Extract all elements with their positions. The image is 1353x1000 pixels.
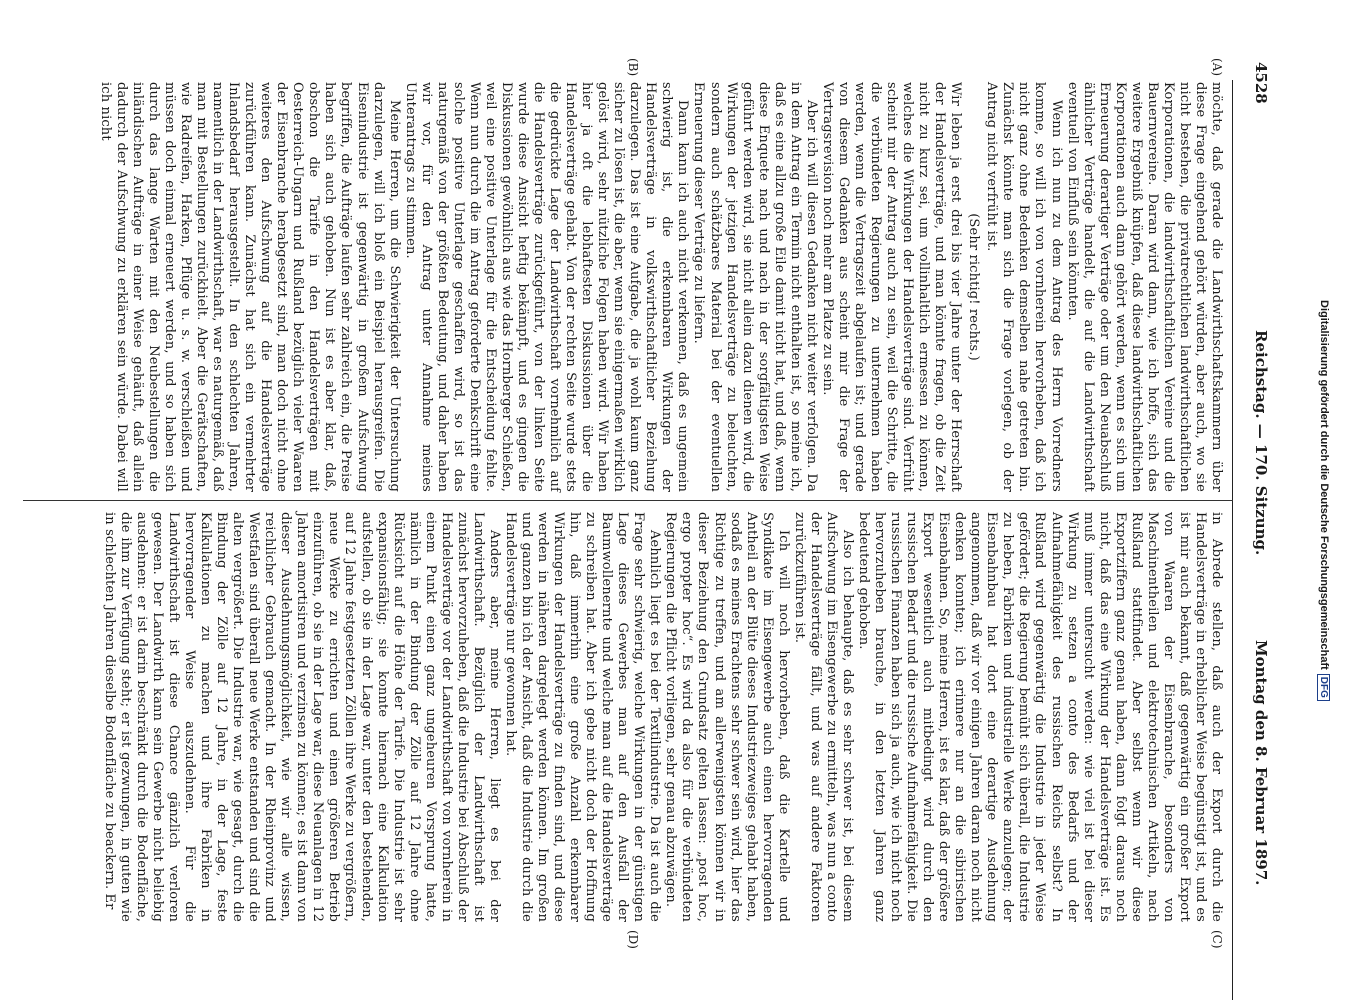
- margin-marker-b: (B): [626, 58, 640, 77]
- paragraph: Ich will noch hervorheben, daß die Kartelle und Syndikate im Eisengewerbe auch einen hervorragenden Antheil an der Blüte dieses Industriezweiges gehabt haben, sodaß es meines Erachtens sehr schwer sein wird, hier das Richtige zu treffen, und am allerwenigsten können wir in dieser Beziehung den Grundsatz gelten lassen: „post hoc, ergo propter hoc“. Es wird da also für die verbündeten Regierungen die Pflicht vorliegen, sehr genau abzuwägen.: [663, 512, 791, 922]
- paragraph: Anders aber, meine Herren, liegt es bei der Landwirthschaft. Bezüglich der Landwirthschaft ist zunächst hervorzuheben, daß die Industrie bei Abschluß der Handelsverträge vor der Landwirthschaft von vornherein in einem Punkt einen ganz ungeheuren Vorsprung hatte, nämlich in der Bindung der Zölle auf 12 Jahre ohne Rücksicht auf die Höhe der Tarife. Die Industrie ist sehr expansionsfähig; sie konnte hiernach eine Kalkulation aufstellen, ob sie in der Lage war, unter den bestehenden, auf 12 Jahre festgesetzten Zöllen ihre Werke zu vergrößern, neue Werke zu errichten und einen größeren Betrieb einzuführen, ob sie in der Lage war, diese Neuanlagen in 12 Jahren amortisiren und verzinsen zu können; es ist dann von dieser Ausdehnungsmöglichkeit, wie wir alle wissen, reichlicher Gebrauch gemacht. In der Rheinprovinz und Westfalen sind überall neue Werke entstanden und sind die alten vergrößert. Die Industrie war, wie gesagt, durch die Bindung der Zölle auf 12 Jahre, in der Lage, feste Kalkulationen zu machen und ihre Fabriken in hervorragender Weise auszudehnen. Für die Landwirthschaft ist diese Chance gänzlich verloren gewesen. Der Landwirth kann sein Gewerbe nicht beliebig ausdehnen: er ist darin beschränkt durch die Bodenfläche, die ihm zur Verfügung steht; er ist gezwungen, in guten wie in schlechten Jahren dieselbe Bodenfläche zu beackern. Er: [101, 512, 502, 922]
- paragraph: Aber ich will diesen Gedanken nicht weiter verfolgen. Da in dem Antrag ein Termin nicht enthalten ist, so meine ich, daß es eine allzu große Eile damit nicht hat, und daß, wenn diese Enquete nach und nach in der sorgfältigsten Weise geführt werden wird, sie nicht allein dazu dienen wird, die Wirkungen der jetzigen Handelsverträge zu beleuchten, sondern auch schätzbares Material bei der eventuellen Erneuerung dieser Verträge zu liefern.: [691, 82, 819, 492]
- margin-marker-a: (A): [1210, 58, 1224, 77]
- margin-marker-c: (C): [1210, 930, 1224, 949]
- paragraph: Dann kann ich auch nicht verkennen, daß es ungemein schwierig ist, die erkennbaren Wirkungen der Handelsverträge in volkswirthschaftlicher Beziehung darzulegen. Das ist eine Aufgabe, die ja wohl kaum ganz sicher zu lösen ist, die aber, wenn sie einigermaßen wirklich gelöst wird, sehr nützliche Folgen haben wird. Wir haben hier ja oft die lebhaftesten Diskussionen über die Handelsverträge gehabt. Von der rechten Seite wurde stets die gedrückte Lage der Landwirthschaft vornehmlich auf die Handelsverträge zurückgeführt, von der linken Seite wurde diese Ansicht heftig bekämpft, und es gingen die Diskussionen gewöhnlich aus wie das Hornberger Schießen, weil eine positive Unterlage für die Entscheidung fehlte. Wenn nun durch die im Antrag geforderte Denkschrift eine solche positive Unterlage geschaffen wird, so ist das naturgemäß von der größten Bedeutung, und daher haben wir vor, für den Antrag unter Annahme meines Unterantrags zu stimmen.: [402, 82, 691, 492]
- page-number: 4528: [1252, 62, 1270, 104]
- paragraph: Aehnlich liegt es bei der Textilindustrie. Da ist auch die Frage sehr schwierig, welche Wirkungen in der günstigen Lage dieses Gewerbes man auf den Ausfall der Baumwollenernte und welche man auf die Handelsverträge zu schreiben hat. Aber ich gebe nicht doch der Hoffnung hin, daß immerhin eine große Anzahl erkennbarer Wirkungen der Handelsverträge zu finden sind, und diese werden in näheren dargelegt werden können. Im großen und ganzen bin ich der Ansicht, daß die Industrie durch die Handelsverträge nur gewonnen hat.: [502, 512, 663, 922]
- session-date: Montag den 8. Februar 1897.: [1252, 640, 1270, 886]
- paragraph: in Abrede stellen, daß auch der Export durch die Handelsverträge in erheblicher Weise begünstigt ist, und es ist mir auch bekannt, daß gegenwärtig ein großer Export von Waaren der Eisenbranche, besonders von Maschinentheilen und elektrotechnischen Artikeln, nach Rußland stattfindet. Aber selbst wenn wir diese Exportziffern ganz genau haben, dann folgt daraus noch nicht, daß das eine Wirkung der Handelsverträge ist. Es muß immer untersucht werden: wie viel ist bei dieser Wirkung zu setzen a conto des Bedarfs und der Aufnahmefähigkeit des russischen Reichs selbst? In Rußland wird gegenwärtig die Industrie in jeder Weise gefördert; die Regierung bemüht sich überall, die Industrie zu heben, Fabriken und industrielle Werke anzulegen; der Eisenbahnbau hat dort eine derartige Ausdehnung angenommen, daß wir vor einigen Jahren daran noch nicht denken konnten; ich erinnere nur an die sibirischen Eisenbahnen. So, meine Herren, ist es klar, daß der größere Export wesentlich auch mitbedingt wird durch den russischen Bedarf und die russische Aufnahmefähigkeit. Die russischen Finanzen haben sich ja auch, wie ich nicht noch hervorzuheben brauche, in den letzten Jahren ganz bedeutend gehoben.: [855, 512, 1224, 922]
- paragraph: möchte, daß gerade die Landwirthschaftskammern über diese Frage eingehend gehört würden, aber auch, wo sie nicht bestehen, die privatrechtlichen landwirthschaftlichen Korporationen, die landwirthschaftlichen Vereine und die Bauernvereine. Daran wird dann, wie ich hoffe, sich das weitere Ergebniß knüpfen, daß diese landwirthschaftlichen Korporationen auch dann gehört werden, wenn es sich um Erneuerung derartiger Verträge oder um den Neuabschluß ähnlicher Verträge handelt, die auf die Landwirthschaft eventuell von Einfluß sein könnten.: [1064, 82, 1224, 492]
- right-column: [101, 512, 1224, 922]
- interjection: (Sehr richtig! rechts.): [966, 213, 982, 361]
- left-column: [97, 82, 1224, 492]
- paragraph: Meine Herren, um die Schwierigkeit der Untersuchung darzulegen, will ich bloß ein Beispiel herausgreifen. Die Eisenindustrie ist gegenwärtig in großem Aufschwung begriffen, die Aufträge laufen sehr zahlreich ein, die Preise haben sich auch gehoben. Nun ist es aber klar, daß, obschon die Tarife in den Handelsverträgen mit Oesterreich-Ungarn und Rußland bezüglich vieler Waaren der Eisenbranche herabgesetzt sind, man doch nicht ohne weiteres den Aufschwung auf die Handelsverträge zurückführen kann. Zunächst hat sich ein vermehrter Inlandsbedarf herausgestellt. In den schlechten Jahren, namentlich in der Landwirthschaft, war es naturgemäß, daß man mit Bestellungen zurückhielt. Aber die Gerätschaften, wie Radreifen, Harken, Pflüge u. s. w. verschleißen und müssen doch einmal erneuert werden, und so haben sich durch das lange Warten mit den Neubestellungen die inländischen Aufträge in einer Weise gehäuft, daß allein dadurch der Aufschwung zu erklären sein würde. Dabei will ich nicht: [97, 82, 402, 492]
- session-title: Reichstag. — 170. Sitzung.: [1252, 330, 1270, 556]
- paragraph: Wir leben ja erst drei bis vier Jahre unter der Herrschaft der Handelsverträge, und man könnte fragen, ob die Zeit nicht zu kurz sei, um vollinhaltlich ermessen zu können, welches die Wirkungen der Handelsverträge sind. Verfrüht scheint mir der Antrag auch zu sein, weil die Schritte, die die verbündeten Regierungen zu unternehmen haben werden, wenn die Vertragszeit abgelaufen ist; und gerade von diesem Gedanken aus scheint mir die Frage der Vertragsrevision noch mehr am Platze zu sein.: [819, 82, 964, 492]
- paragraph: Also ich behaupte, daß es sehr schwer ist, bei diesem Aufschwung im Eisengewerbe zu ermitteln, was nun a conto der Handelsverträge fällt, und was auf andere Faktoren zurückzuführen ist.: [791, 512, 855, 922]
- margin-marker-d: (D): [626, 930, 640, 949]
- column-divider: [23, 500, 1233, 501]
- digitization-footer: [1318, 300, 1330, 980]
- footer-text: Digitalisierung gefördert durch die Deutsche Forschungsgemeinschaft: [1318, 300, 1330, 670]
- paragraph: Wenn ich nun zu dem Antrag des Herrn Vorredners komme, so will ich von vornherein hervorheben, daß ich nicht ganz ohne Bedenken demselben nahe getreten bin. Zunächst könnte man sich die Frage vorlegen, ob der Antrag nicht verfrüht ist.: [984, 82, 1064, 492]
- dfg-logo: DFG: [1317, 674, 1330, 701]
- header-rule: [1232, 80, 1233, 1000]
